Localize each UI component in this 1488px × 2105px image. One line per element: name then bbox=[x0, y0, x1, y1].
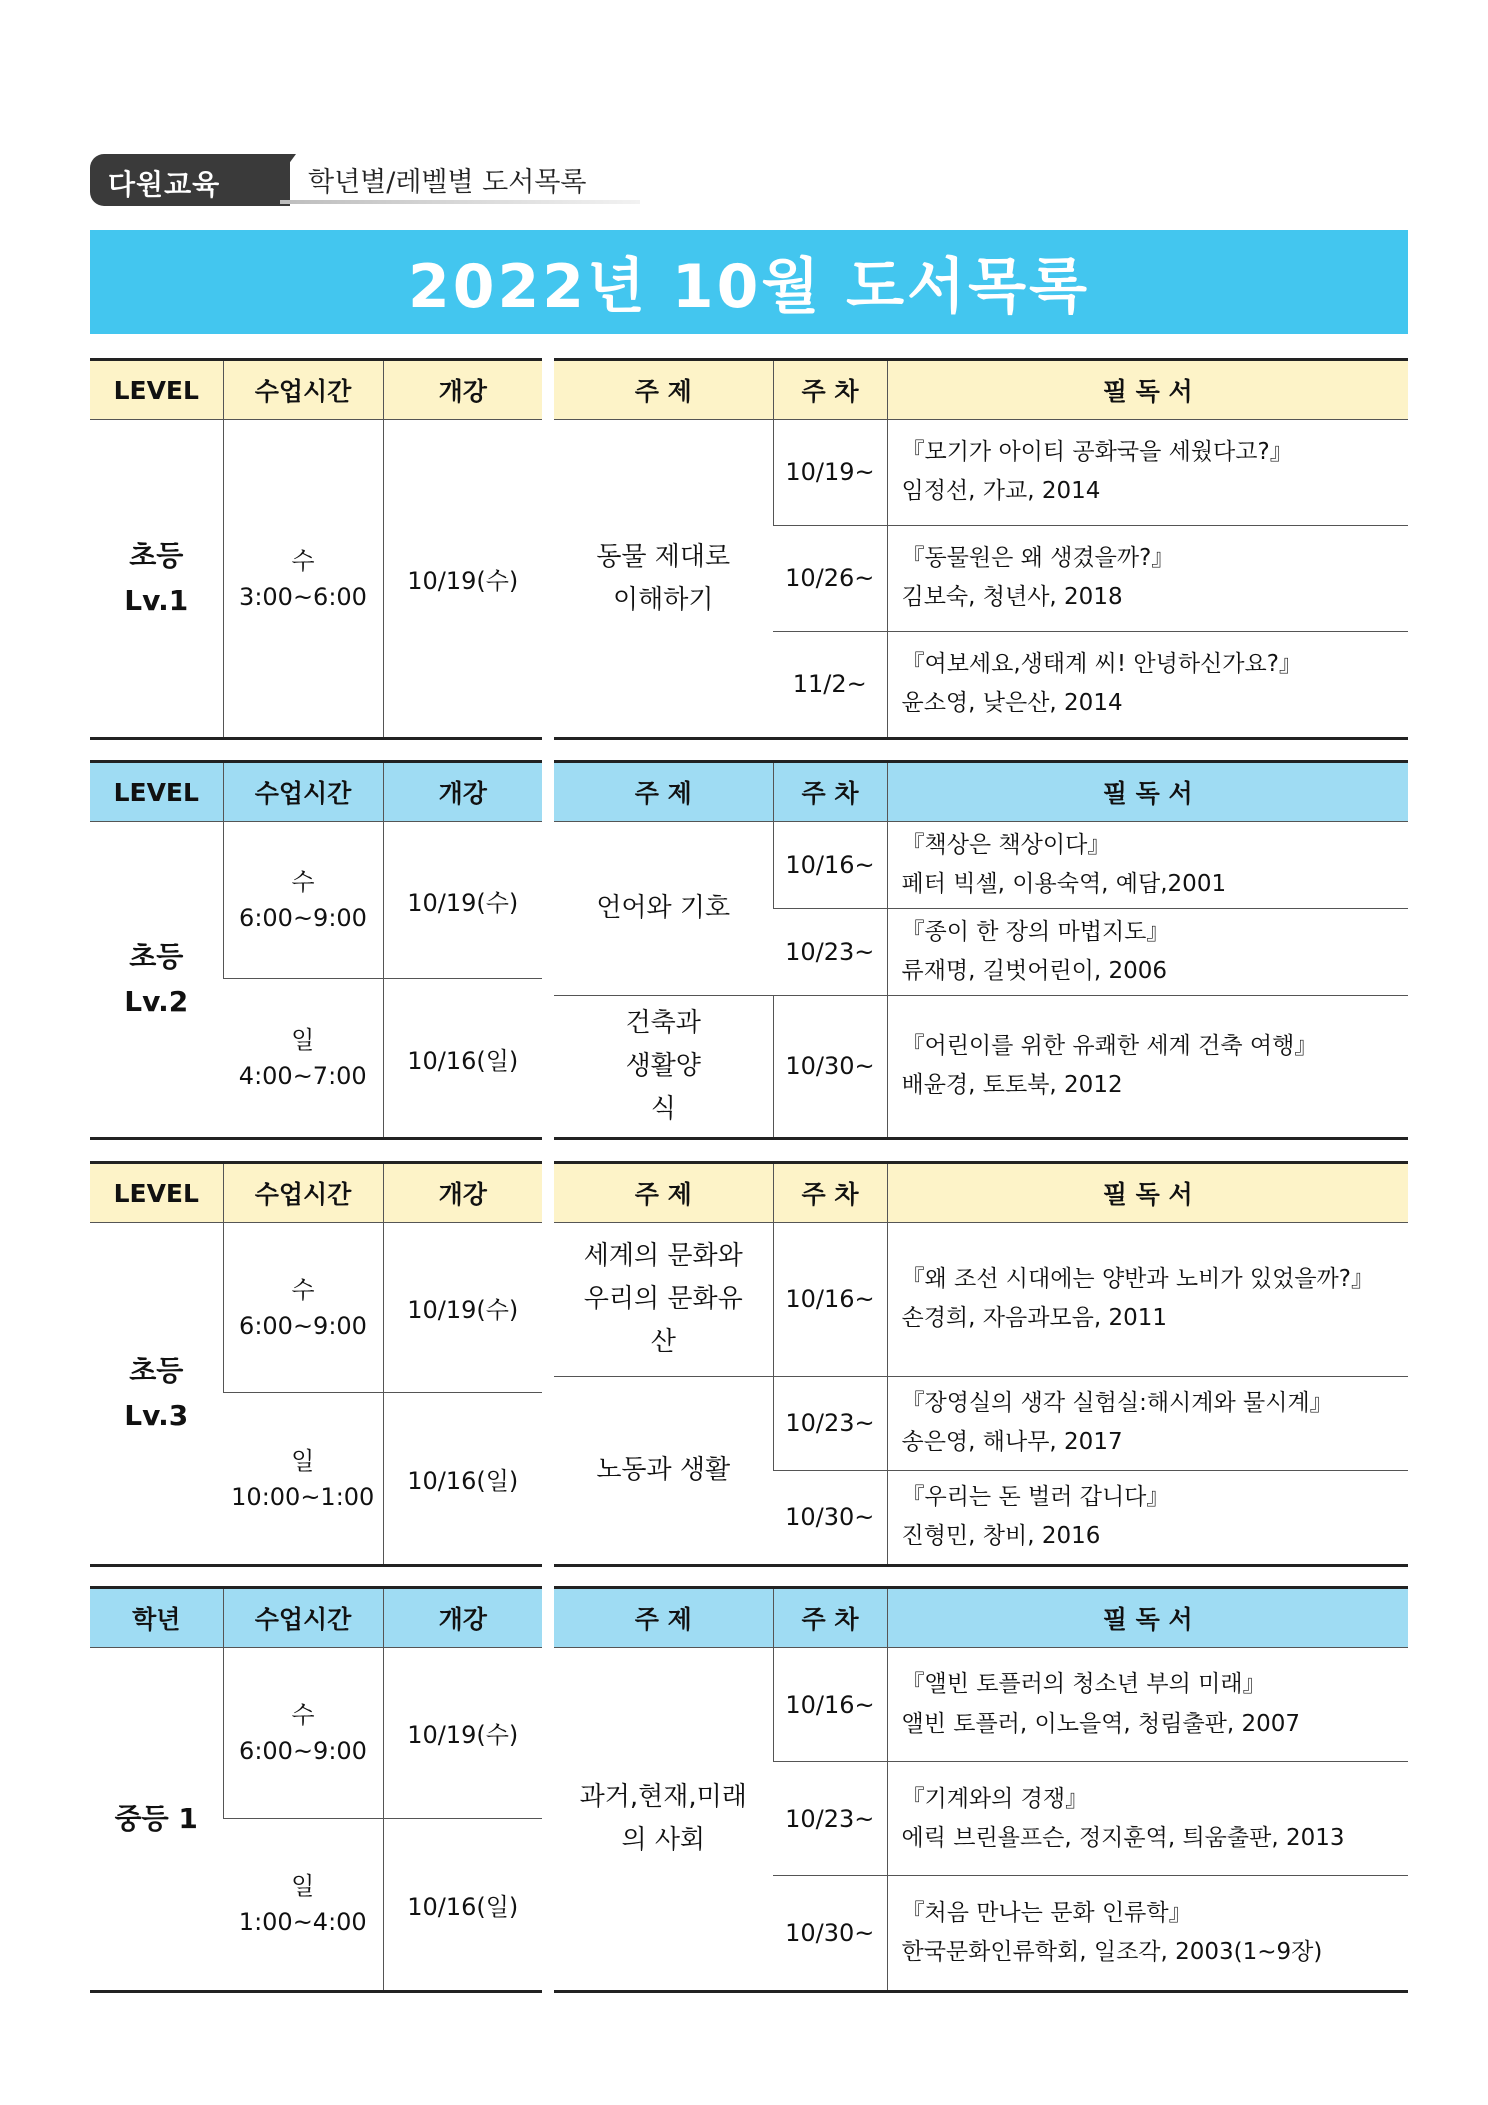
week-cell: 11/2~ bbox=[792, 670, 867, 699]
col-header-theme: 주 제 bbox=[554, 762, 773, 822]
book-cell: 『모기가 아이티 공화국을 세웠다고?』 임정선, 가교, 2014 bbox=[887, 420, 1408, 526]
col-header-book: 필 독 서 bbox=[887, 762, 1408, 822]
section1-right-table bbox=[554, 358, 1408, 740]
start-date-cell: 10/19(수) bbox=[383, 420, 542, 739]
col-header-grade: 학년 bbox=[90, 1588, 223, 1648]
week-cell: 10/19~ bbox=[773, 420, 887, 526]
col-header-start: 개강 bbox=[383, 1163, 542, 1223]
col-header-book: 필 독 서 bbox=[887, 360, 1408, 420]
week-cell: 10/30~ bbox=[785, 1503, 875, 1532]
start-date-cell: 10/19(수) bbox=[383, 822, 542, 979]
book-cell: 『여보세요,생태계 씨! 안녕하신가요?』 윤소영, 낮은산, 2014 bbox=[887, 631, 1408, 738]
col-header-week: 주 차 bbox=[773, 360, 887, 420]
book-cell: 『어린이를 위한 유쾌한 세계 건축 여행』 배윤경, 토토북, 2012 bbox=[887, 995, 1408, 1138]
theme-cell: 노동과 생활 bbox=[554, 1376, 773, 1565]
section3-right-table bbox=[554, 1161, 1408, 1567]
col-header-book: 필 독 서 bbox=[887, 1588, 1408, 1648]
level-cell: 중등 1 bbox=[90, 1648, 223, 1992]
col-header-week: 주 차 bbox=[773, 1163, 887, 1223]
week-cell: 10/30~ bbox=[785, 1919, 875, 1948]
theme-cell: 과거,현재,미래의 사회 bbox=[554, 1648, 773, 1992]
class-time-cell: 수 6:00~9:00 bbox=[223, 1223, 383, 1393]
section4-right-table bbox=[554, 1586, 1408, 1993]
section2-left-table bbox=[90, 760, 542, 1140]
start-date-cell: 10/16(일) bbox=[383, 1393, 542, 1566]
week-cell: 10/16~ bbox=[773, 822, 887, 909]
page-subtitle: 학년별/레벨별 도서목록 bbox=[308, 167, 587, 198]
col-header-level: LEVEL bbox=[90, 1163, 223, 1223]
col-header-time: 수업시간 bbox=[223, 1163, 383, 1223]
col-header-time: 수업시간 bbox=[223, 360, 383, 420]
class-time-cell: 일 1:00~4:00 bbox=[238, 1872, 367, 1937]
week-cell: 10/23~ bbox=[773, 1376, 887, 1470]
book-cell: 『우리는 돈 벌러 갑니다』 진형민, 창비, 2016 bbox=[887, 1470, 1408, 1565]
start-date-cell: 10/16(일) bbox=[383, 1818, 542, 1991]
class-time-cell: 일 10:00~1:00 bbox=[231, 1446, 375, 1511]
book-cell: 『처음 만나는 문화 인류학』 한국문화인류학회, 일조각, 2003(1~9장) bbox=[887, 1876, 1408, 1992]
book-cell: 『종이 한 장의 마법지도』 류재명, 길벗어린이, 2006 bbox=[887, 908, 1408, 995]
page-title: 2022년 10월 도서목록 bbox=[407, 252, 1091, 322]
class-time-cell: 수 6:00~9:00 bbox=[223, 822, 383, 979]
book-cell: 『동물원은 왜 생겼을까?』 김보숙, 청년사, 2018 bbox=[887, 525, 1408, 631]
header-underline bbox=[280, 200, 640, 204]
book-cell: 『왜 조선 시대에는 양반과 노비가 있었을까?』 손경희, 자음과모음, 2011 bbox=[887, 1223, 1408, 1377]
col-header-theme: 주 제 bbox=[554, 360, 773, 420]
col-header-time: 수업시간 bbox=[223, 1588, 383, 1648]
book-cell: 『앨빈 토플러의 청소년 부의 미래』 앨빈 토플러, 이노을역, 청림출판, 2007 bbox=[887, 1648, 1408, 1762]
category-tag-label: 다원교육 bbox=[108, 168, 221, 201]
col-header-week: 주 차 bbox=[773, 762, 887, 822]
col-header-start: 개강 bbox=[383, 762, 542, 822]
start-date-cell: 10/16(일) bbox=[383, 979, 542, 1139]
col-header-book: 필 독 서 bbox=[887, 1163, 1408, 1223]
start-date-cell: 10/19(수) bbox=[383, 1223, 542, 1393]
col-header-level: LEVEL bbox=[90, 762, 223, 822]
col-header-start: 개강 bbox=[383, 360, 542, 420]
title-banner bbox=[90, 230, 1408, 334]
start-date-cell: 10/19(수) bbox=[383, 1648, 542, 1819]
category-tag-slant bbox=[258, 154, 296, 206]
col-header-theme: 주 제 bbox=[554, 1163, 773, 1223]
section3-left-table bbox=[90, 1161, 542, 1567]
week-cell: 10/23~ bbox=[773, 1762, 887, 1876]
section2-right-table bbox=[554, 760, 1408, 1140]
col-header-level: LEVEL bbox=[90, 360, 223, 420]
class-time-cell: 수 6:00~9:00 bbox=[223, 1648, 383, 1819]
week-cell: 10/26~ bbox=[773, 525, 887, 631]
level-cell: 초등 Lv.3 bbox=[90, 1223, 223, 1566]
class-time-cell: 일 4:00~7:00 bbox=[238, 1026, 367, 1091]
col-header-start: 개강 bbox=[383, 1588, 542, 1648]
theme-cell: 세계의 문화와 우리의 문화유산 bbox=[554, 1223, 773, 1377]
book-cell: 『기계와의 경쟁』 에릭 브린욜프슨, 정지훈역, 틔움출판, 2013 bbox=[887, 1762, 1408, 1876]
section1-left-table bbox=[90, 358, 542, 740]
theme-cell: 동물 제대로 이해하기 bbox=[554, 420, 773, 739]
week-cell: 10/23~ bbox=[773, 908, 887, 995]
level-cell: 초등 Lv.2 bbox=[90, 822, 223, 1139]
book-cell: 『장영실의 생각 실험실:해시계와 물시계』 송은영, 해나무, 2017 bbox=[887, 1376, 1408, 1470]
level-cell: 초등 Lv.1 bbox=[124, 538, 189, 617]
week-cell: 10/16~ bbox=[773, 1223, 887, 1377]
col-header-week: 주 차 bbox=[773, 1588, 887, 1648]
book-cell: 『책상은 책상이다』 페터 빅셀, 이용숙역, 예담,2001 bbox=[887, 822, 1408, 909]
theme-cell: 건축과 생활양식 bbox=[625, 1008, 701, 1124]
section4-left-table bbox=[90, 1586, 542, 1993]
col-header-time: 수업시간 bbox=[223, 762, 383, 822]
week-cell: 10/30~ bbox=[773, 995, 887, 1138]
col-header-theme: 주 제 bbox=[554, 1588, 773, 1648]
theme-cell: 언어와 기호 bbox=[554, 822, 773, 996]
class-time-cell: 수 3:00~6:00 bbox=[223, 420, 383, 739]
week-cell: 10/16~ bbox=[773, 1648, 887, 1762]
